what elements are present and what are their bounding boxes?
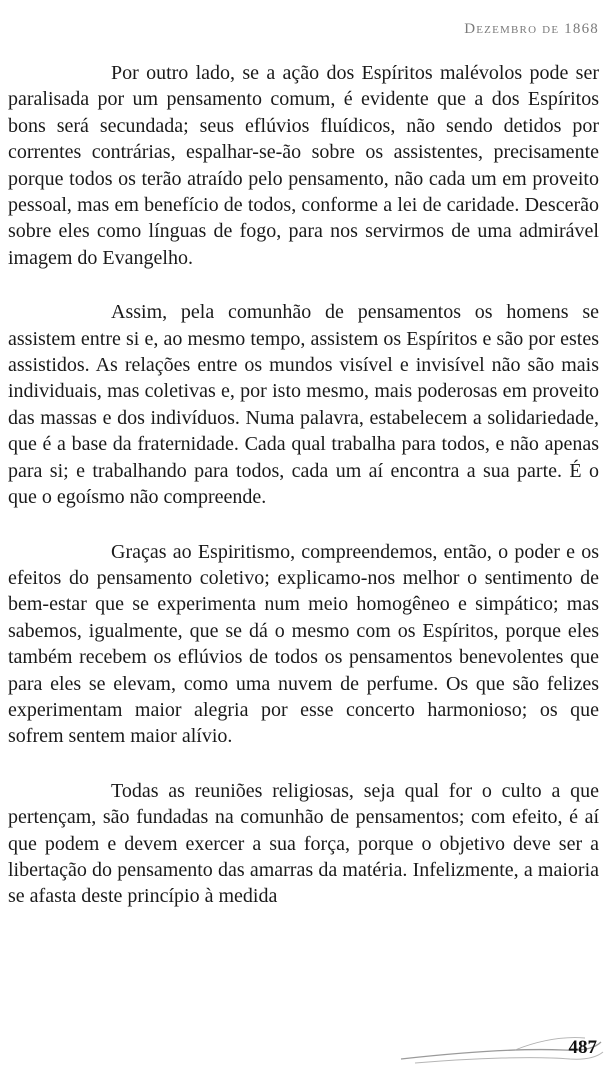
running-header: Dezembro de 1868: [464, 21, 599, 37]
paragraph-2: Assim, pela comunhão de pensamentos os homens se assistem entre si e, ao mesmo tempo, assistem os Espíritos e são por estes assistidos. As relações entre os mundos visível e invisível não são mais individuais, mas coletivas e, por isto mesmo, mais poderosas em proveito das massas e dos indivíduos. Numa palavra, estabelecem a solidariedade, que é a base da fraternidade. Cada qual trabalha para todos, e não apenas para si; e trabalhando para todos, cada um aí encontra a sua parte. É o que o egoísmo não compreende.: [8, 301, 599, 509]
page-number: 487: [568, 1037, 597, 1058]
paragraph-3: Graças ao Espiritismo, compreendemos, então, o poder e os efeitos do pensamento coletivo; explicamo-nos melhor o sentimento de bem-estar que se experimenta num meio homogêneo e simpático; mas sabemos, igualmente, que se dá o mesmo com os Espíritos, porque eles também recebem os eflúvios de todos os pensamentos benevolentes que para eles se elevam, como uma nuvem de perfume. Os que são felizes experimentam maior alegria por esse concerto harmonioso; os que sofrem sentem maior alívio.: [8, 540, 599, 748]
page-footer: [0, 1028, 607, 1072]
paragraph-4: Todas as reuniões religiosas, seja qual for o culto a que pertençam, são fundadas na comunhão de pensamentos; com efeito, é aí que podem e devem exercer a sua força, porque o objetivo deve ser a libertação do pensamento das amarras da matéria. Infelizmente, a maioria se afasta deste princípio à medida: [8, 779, 599, 908]
page-body: [8, 60, 599, 938]
paragraph-1: Por outro lado, se a ação dos Espíritos malévolos pode ser paralisada por um pensamento comum, é evidente que a dos Espíritos bons será secundada; seus eflúvios fluídicos, não sendo detidos por correntes contrárias, espalhar-se-ão sobre os assistentes, precisamente porque todos os terão atraído pelo pensamento, não cada um em proveito pessoal, mas em benefício de todos, conforme a lei de caridade. Descerão sobre eles como línguas de fogo, para nos servirmos de uma admirável imagem do Evangelho.: [8, 62, 599, 269]
